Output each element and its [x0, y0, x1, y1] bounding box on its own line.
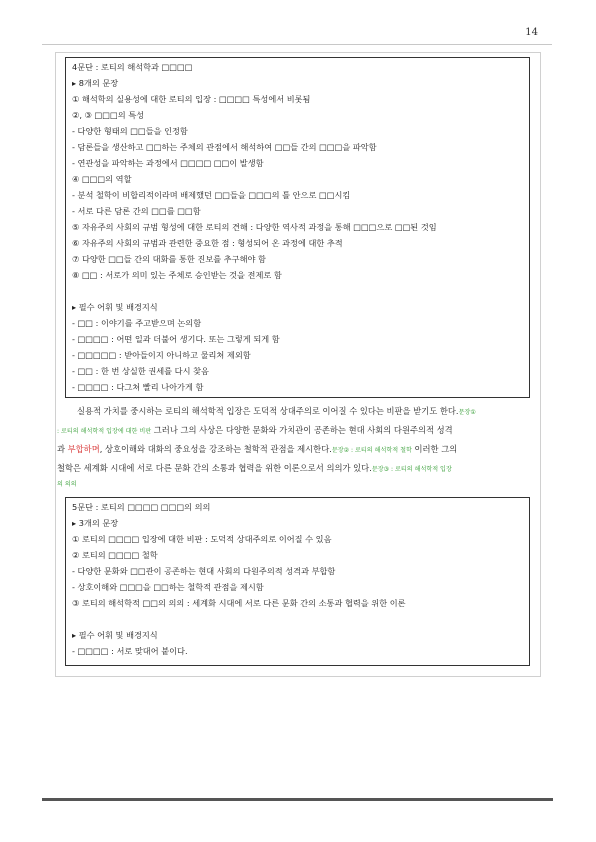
passage-text: 과 — [57, 444, 68, 454]
paragraph-5-summary-box — [65, 497, 530, 666]
box1-line: - 연관성을 파악하는 과정에서 □□□□ □□이 발생함 — [72, 158, 264, 168]
box1-title: 4문단 : 로티의 해석학과 □□□□ — [72, 62, 193, 72]
box1-line: - 다양한 형태의 □□들을 인정함 — [72, 126, 188, 136]
passage-line — [77, 406, 560, 418]
sentence-tag: : 로티의 해석학적 입장에 대한 비판 — [57, 428, 152, 435]
sentence-tag: 의 의의 — [57, 481, 77, 488]
box1-line: - 서로 다른 담론 간의 □□를 □□함 — [72, 206, 201, 216]
box1-line: - 담론들을 생산하고 □□하는 주체의 관점에서 해석하여 □□들 간의 □□□을 파악함 — [72, 142, 377, 152]
box2-line: ② 로티의 □□□□ 철학 — [72, 550, 158, 560]
vocab-item: - □□□□ : 어떤 일과 더불어 생기다. 또는 그렇게 되게 함 — [72, 334, 280, 344]
box2-line: - 상호이해와 □□□을 □□하는 철학적 관점을 제시함 — [72, 582, 264, 592]
box1-line: ① 해석학의 실용성에 대한 로티의 입장 : □□□□ 특성에서 비롯됨 — [72, 94, 311, 104]
box2-line: ① 로티의 □□□□ 입장에 대한 비판 : 도덕적 상대주의로 이어질 수 있음 — [72, 534, 332, 544]
vocab-item: - □□□□ : 다그쳐 빨리 나아가게 함 — [72, 382, 204, 392]
box2-title: 5문단 : 로티의 □□□□ □□□의 의의 — [72, 502, 211, 512]
sentence-tag: 문장③ : 로티의 해석학적 입장 — [371, 466, 452, 473]
box1-line: ⑤ 자유주의 사회의 규범 형성에 대한 로티의 견해 : 다양한 역사적 과정을 통해 □□□으로 □□된 것임 — [72, 222, 437, 232]
box1-line: ②, ③ □□□의 특성 — [72, 110, 145, 120]
vocab-heading: ▸ 필수 어휘 및 배경지식 — [72, 630, 158, 640]
box1-line: ⑧ □□ : 서로가 의미 있는 주체로 승인받는 것을 전제로 함 — [72, 270, 282, 280]
box1-line: ⑦ 다양한 □□들 간의 대화를 통한 진보를 추구해야 함 — [72, 254, 266, 264]
sentence-tag: 문장② : 로티의 해석학적 철학 — [331, 447, 412, 454]
bottom-divider — [42, 798, 553, 801]
sentence-tag: 문장① — [458, 409, 476, 416]
highlighted-word: 부합하며 — [67, 444, 100, 454]
page-number: 14 — [525, 27, 538, 38]
box1-line: - 분석 철학이 비합리적이라며 배제했던 □□들을 □□□의 틀 안으로 □□시킴 — [72, 190, 351, 200]
box1-line: ▸ 8개의 문장 — [72, 78, 119, 88]
passage-line — [57, 444, 540, 456]
passage-line — [57, 478, 540, 490]
passage-text: 그러나 그의 사상은 다양한 문화와 가치관이 공존하는 현대 사회의 다원주의적 성격 — [151, 425, 453, 435]
vocab-heading: ▸ 필수 어휘 및 배경지식 — [72, 302, 158, 312]
passage-text: , 상호이해와 대화의 중요성을 강조하는 철학적 관점을 제시한다. — [99, 444, 332, 454]
passage-line — [57, 463, 540, 475]
vocab-item: - □□ : 한 번 상실한 권세를 다시 찾음 — [72, 366, 209, 376]
box2-line: - 다양한 문화와 □□관이 공존하는 현대 사회의 다원주의적 성격과 부합함 — [72, 566, 336, 576]
box1-line: ⑥ 자유주의 사회의 규범과 관련한 중요한 점 : 형성되어 온 과정에 대한 추적 — [72, 238, 343, 248]
vocab-item: - □□□□ : 서로 맞대어 붙이다. — [72, 646, 188, 656]
passage-text: 실용적 가치를 중시하는 로티의 해석학적 입장은 도덕적 상대주의로 이어질 수 있다는 비판을 받기도 한다. — [77, 406, 459, 416]
passage-line — [57, 425, 540, 437]
box2-line: ▸ 3개의 문장 — [72, 518, 119, 528]
box1-line: ④ □□□의 역할 — [72, 174, 132, 184]
box2-line: ③ 로티의 해석학적 □□의 의의 : 세계화 시대에 서로 다른 문화 간의 소통과 협력을 위한 이론 — [72, 598, 406, 608]
passage-text: 철학은 세계화 시대에 서로 다른 문화 간의 소통과 협력을 위한 이론으로서 의의가 있다. — [57, 463, 372, 473]
paragraph-4-summary-box — [65, 57, 530, 398]
vocab-item: - □□ : 이야기를 주고받으며 논의함 — [72, 318, 202, 328]
passage-text: 이러한 그의 — [411, 444, 458, 454]
top-divider — [42, 44, 552, 45]
vocab-item: - □□□□□ : 받아들이지 아니하고 물리쳐 제외함 — [72, 350, 251, 360]
